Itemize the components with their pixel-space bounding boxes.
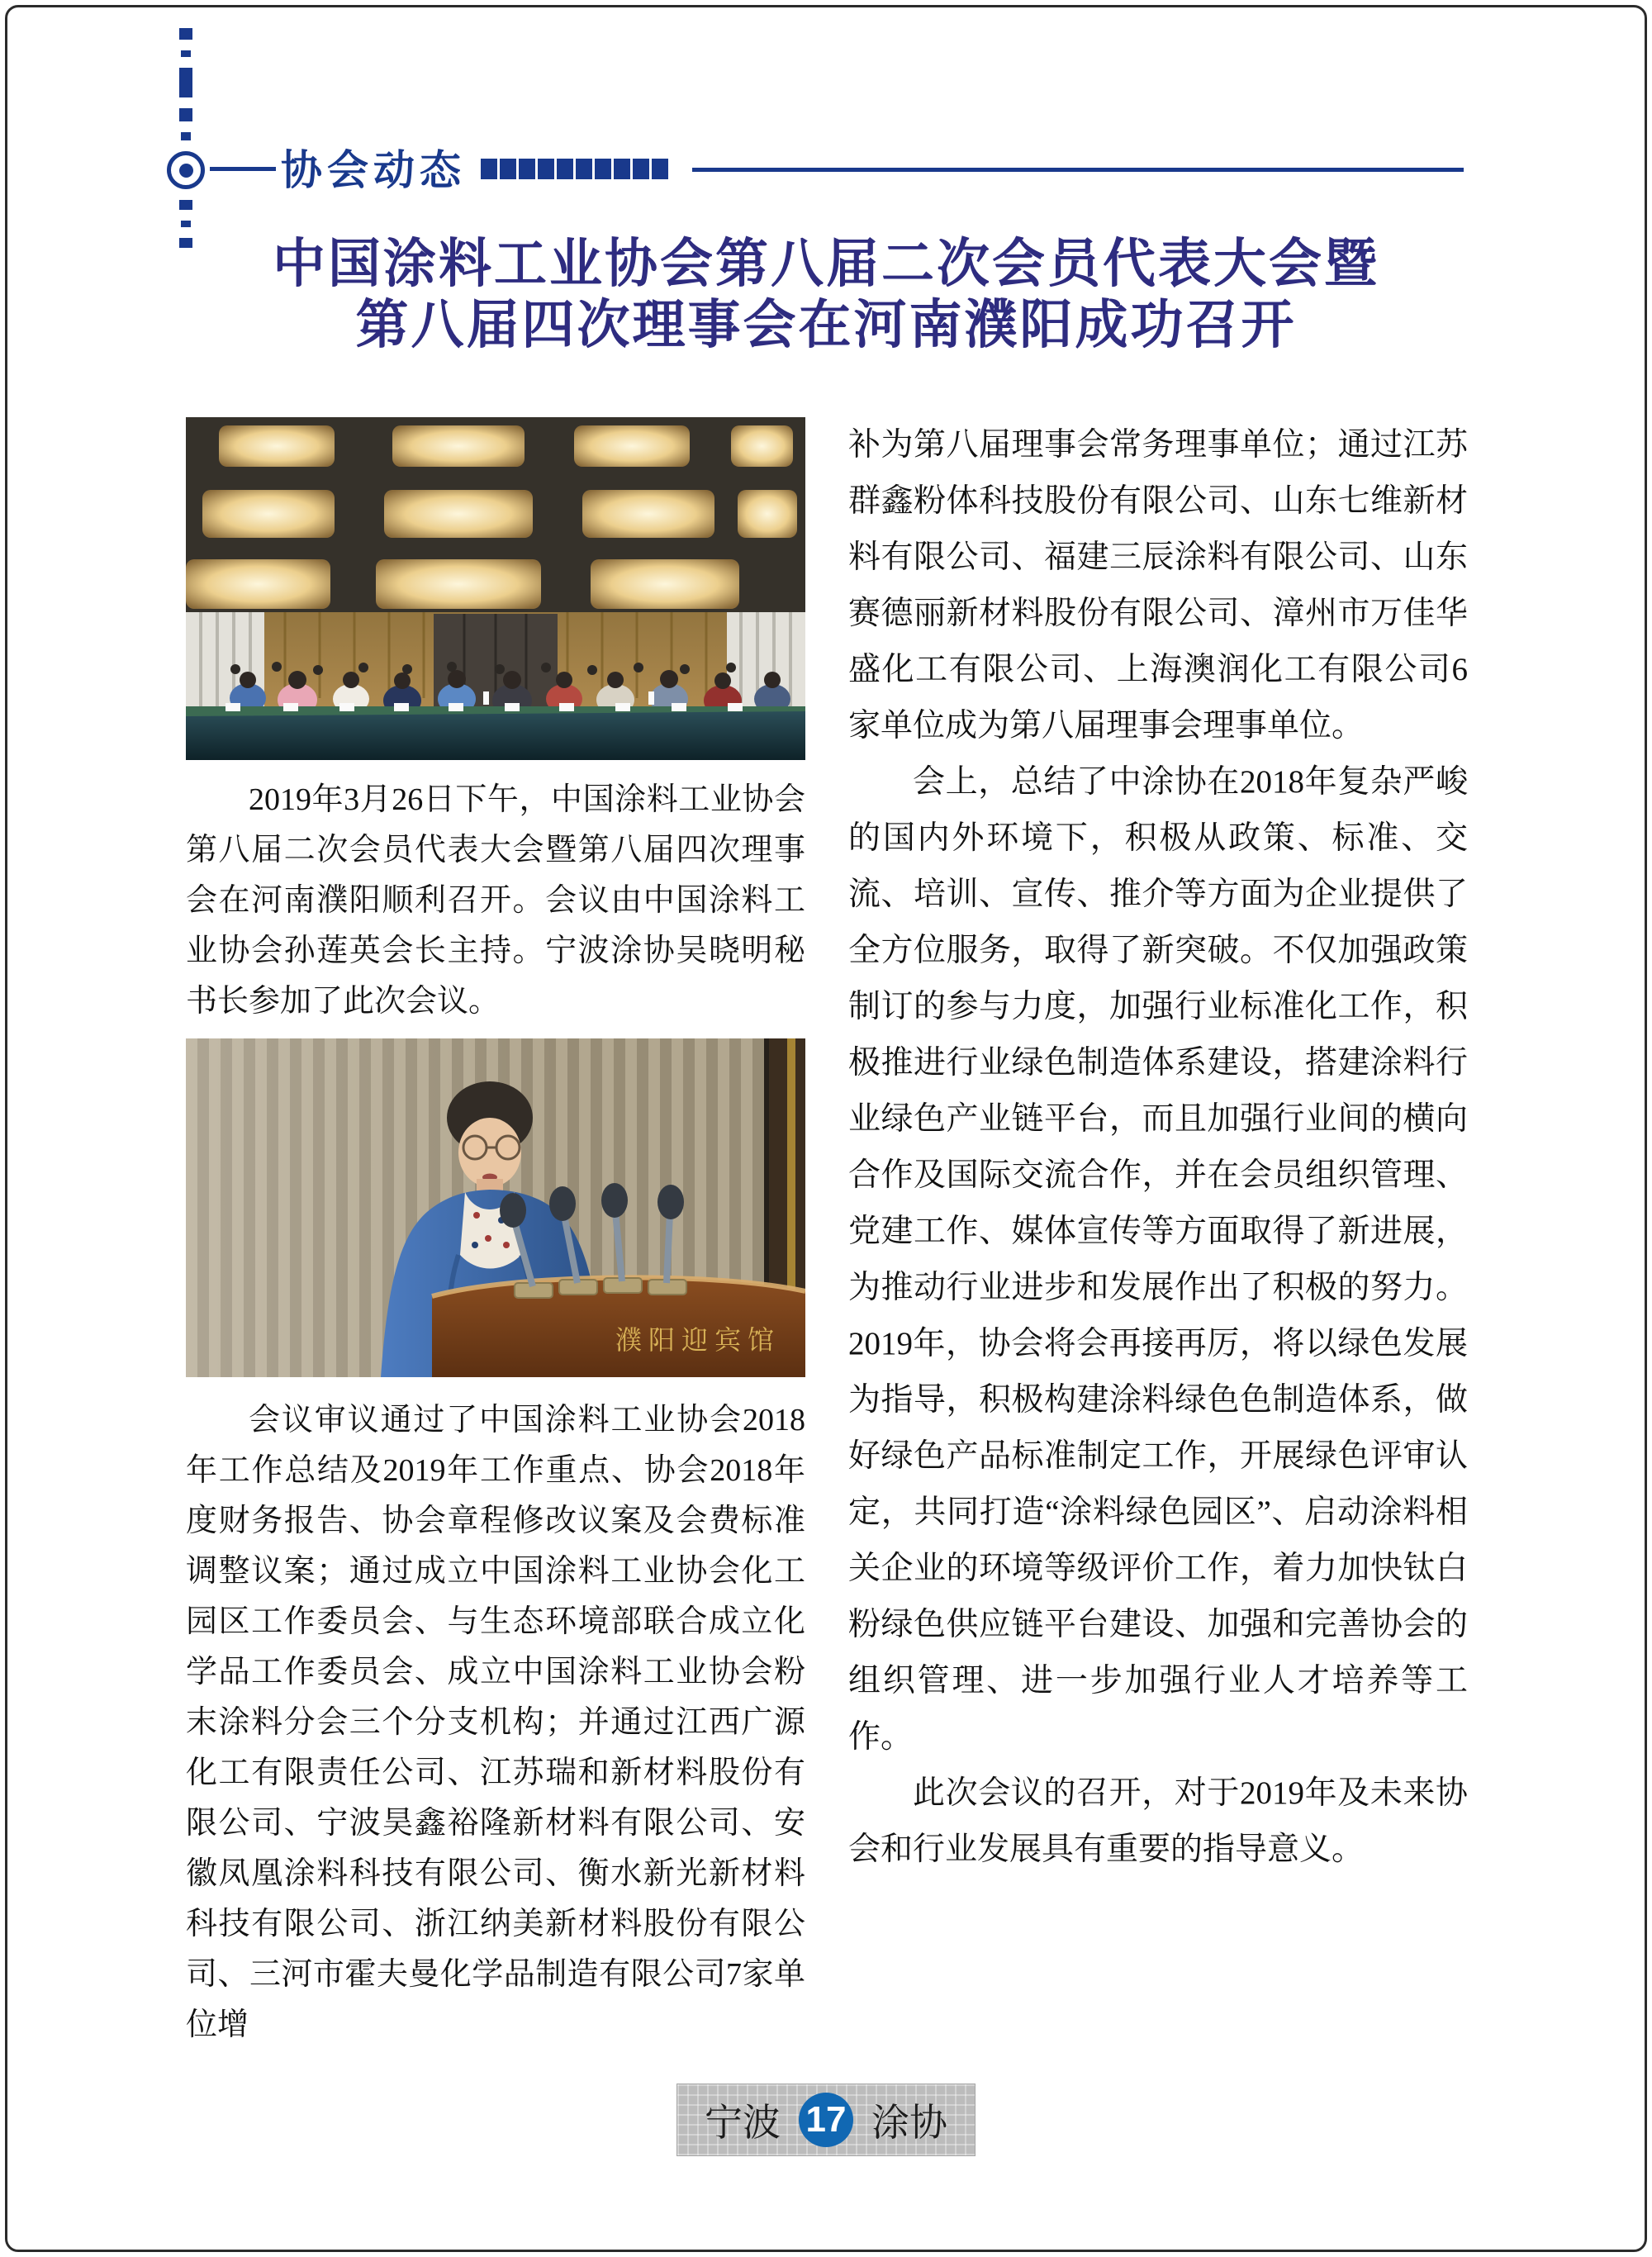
paragraph: 会上，总结了中涂协在2018年复杂严峻的国内外环境下，积极从政策、标准、交流、培训、宣传、推介等方面为企业提供了全方位服务，取得了新突破。不仅加强政策制订的参与力度，加强行业标准化工作，积极推进行业绿色制造体系建设，搭建涂料行业绿色产业链平台，而且加强行业间的横向合作及国际交流合作，并在会员组织管理、党建工作、媒体宣传等方面取得了新进展，为推动行业进步和发展作出了积极的努力。2019年，协会将会再接再厉，将以绿色发展为指导，积极构建涂料绿色色制造体系，做好绿色产品标准制定工作，开展绿色评审认定，共同打造“涂料绿色园区”、启动涂料相关企业的环境等级评价工作，着力加快钛白粉绿色供应链平台建设、加强和完善协会的组织管理、进一步加强行业人才培养等工作。 (848, 764, 1468, 1755)
header-rule-long (692, 168, 1464, 172)
page-number-badge: 17 (799, 2093, 853, 2147)
section-label: 协会动态 (281, 147, 466, 193)
footer-right-label: 涂协 (871, 2101, 947, 2144)
footer-bar (676, 2084, 976, 2156)
dash (179, 68, 192, 97)
dash (179, 200, 192, 210)
paragraph: 此次会议的召开，对于2019年及未来协会和行业发展具有重要的指导意义。 (848, 1775, 1468, 1867)
header-rule-short (210, 167, 276, 171)
article-title-line1: 中国涂料工业协会第八届二次会员代表大会暨 (273, 234, 1379, 293)
paragraph: 补为第八届理事会常务理事单位；通过江苏群鑫粉体科技股份有限公司、山东七维新材料有限公司、福建三辰涂料有限公司、山东赛德丽新材料股份有限公司、漳州市万佳华盛化工有限公司、上海澳润化工有限公司6家单位成为第八届理事会理事单位。 (848, 427, 1468, 744)
conference-photo (186, 417, 805, 760)
speaker-photo (186, 1038, 805, 1377)
dash (179, 108, 192, 121)
article-title (83, 233, 1569, 355)
left-column (186, 417, 805, 2050)
footer-left-label: 宁波 (705, 2101, 781, 2144)
dash (181, 221, 191, 227)
dash (181, 132, 191, 140)
dash (179, 28, 192, 40)
article-title-line2: 第八届四次理事会在河南濮阳成功召开 (355, 295, 1297, 354)
dash (181, 50, 191, 57)
right-column (848, 417, 1468, 1878)
target-circle-icon (167, 151, 205, 189)
podium-sign-text: 濮阳迎宾馆 (615, 1325, 781, 1355)
paragraph: 会议审议通过了中国涂料工业协会2018年工作总结及2019年工作重点、协会2018年度财务报告、协会章程修改议案及会费标准调整议案；通过成立中国涂料工业协会化工园区工作委员会、与生态环境部联合成立化学品工作委员会、成立中国涂料工业协会粉末涂料分会三个分支机构；并通过江西广源化工有限责任公司、江苏瑞和新材料股份有限公司、宁波昊鑫裕隆新材料有限公司、安徽凤凰涂料科技有限公司、衡水新光新材料科技有限公司、浙江纳美新材料股份有限公司、三河市霍夫曼化学品制造有限公司7家单位增 (186, 1403, 805, 2042)
paragraph: 2019年3月26日下午，中国涂料工业协会第八届二次会员代表大会暨第八届四次理事会在河南濮阳顺利召开。会议由中国涂料工业协会孙莲英会长主持。宁波涂协吴晓明秘书长参加了此次会议。 (186, 782, 805, 1019)
squares-row-ornament (481, 159, 668, 179)
dashed-line-ornament (167, 28, 205, 248)
